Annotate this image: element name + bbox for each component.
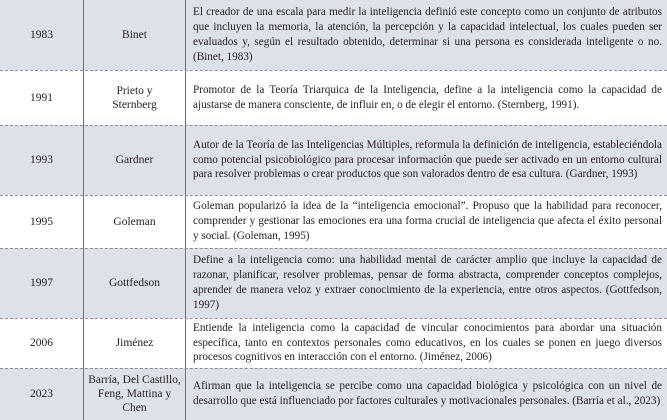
row-divider xyxy=(0,195,667,196)
year-cell: 2006 xyxy=(0,318,84,368)
definition-text: Entiende la inteligencia como la capacidad de vincular conocimientos para abordar una situación específica, tanto en contextos personales como educativos, en los cuales se ponen en juego diversos procesos cognitivos en interacción con el entorno. (Jiménez, 2006) xyxy=(193,321,662,364)
definition-text: Afirman que la inteligencia se percibe como una capacidad biológica y psicológica con un nivel de desarrollo que está influenciado por factores culturales y motivacionales personales. (Barría et al., 2023) xyxy=(193,380,662,407)
row-divider xyxy=(0,70,667,71)
definition-cell xyxy=(186,368,667,420)
table-row xyxy=(0,195,667,248)
row-divider xyxy=(0,248,667,249)
definition-cell xyxy=(186,248,667,318)
table-row xyxy=(0,318,667,368)
year-cell: 1983 xyxy=(0,0,84,70)
table-row xyxy=(0,70,667,125)
year-cell: 1997 xyxy=(0,248,84,318)
year-cell: 1995 xyxy=(0,195,84,248)
definition-text: Promotor de la Teoría Triarquica de la Inteligencia, define a la inteligencia como la capacidad de ajustarse de manera consciente, de influir en, o de elegir el entorno. (Sternberg, 1991). xyxy=(193,83,662,111)
table-row xyxy=(0,125,667,195)
definition-text: Goleman popularizó la idea de la “inteligencia emocional”. Propuso que la habilidad para reconocer, comprender y gestionar las emociones era una forma crucial de inteligencia que afecta el éxito personal y social. (Goleman, 1995) xyxy=(193,200,662,242)
author-cell: Jiménez xyxy=(84,318,186,368)
row-divider xyxy=(0,318,667,319)
author-cell: Binet xyxy=(84,0,186,70)
definition-cell xyxy=(186,125,667,195)
table-row xyxy=(0,248,667,318)
table-row xyxy=(0,0,667,70)
definition-text: Autor de la Teoría de las Inteligencias Múltiples, reformula la definición de inteligencia, estableciéndola como potencial psicobiológico para procesar información que puede ser activado en un entorno cultural para resolver problemas o crear productos que son valorados dentro de esa cultura. (Gardner, 1993) xyxy=(193,138,662,181)
definition-cell xyxy=(186,318,667,368)
year-cell: 2023 xyxy=(0,368,84,420)
author-cell: Barría, Del Castillo, Feng, Mattina y Chen xyxy=(84,368,186,420)
author-cell: Gottfedson xyxy=(84,248,186,318)
definition-text: El creador de una escala para medir la inteligencia definió este concepto como un conjunto de atributos que incluyen la memoria, la atención, la percepción y la capacidad intelectual, los cuales pueden ser evaluados y, según el resultado obtenido, determinar si una persona es considerada inteligente o no. (Binet, 1983) xyxy=(193,6,662,63)
definition-cell xyxy=(186,70,667,125)
year-cell: 1991 xyxy=(0,70,84,125)
author-cell: Goleman xyxy=(84,195,186,248)
author-cell: Gardner xyxy=(84,125,186,195)
definition-cell xyxy=(186,195,667,248)
definition-cell xyxy=(186,0,667,70)
table-row xyxy=(0,368,667,420)
year-cell: 1993 xyxy=(0,125,84,195)
definition-text: Define a la inteligencia como: una habilidad mental de carácter amplio que incluye la capacidad de razonar, planificar, resolver problemas, pensar de forma abstracta, comprender conceptos complejos, aprender de manera veloz y extraer conocimiento de la experiencia, entre otros aspectos. (Gottfedson, 1997) xyxy=(193,254,662,311)
row-divider xyxy=(0,125,667,126)
author-cell: Prieto y Sternberg xyxy=(84,70,186,125)
row-divider xyxy=(0,368,667,369)
